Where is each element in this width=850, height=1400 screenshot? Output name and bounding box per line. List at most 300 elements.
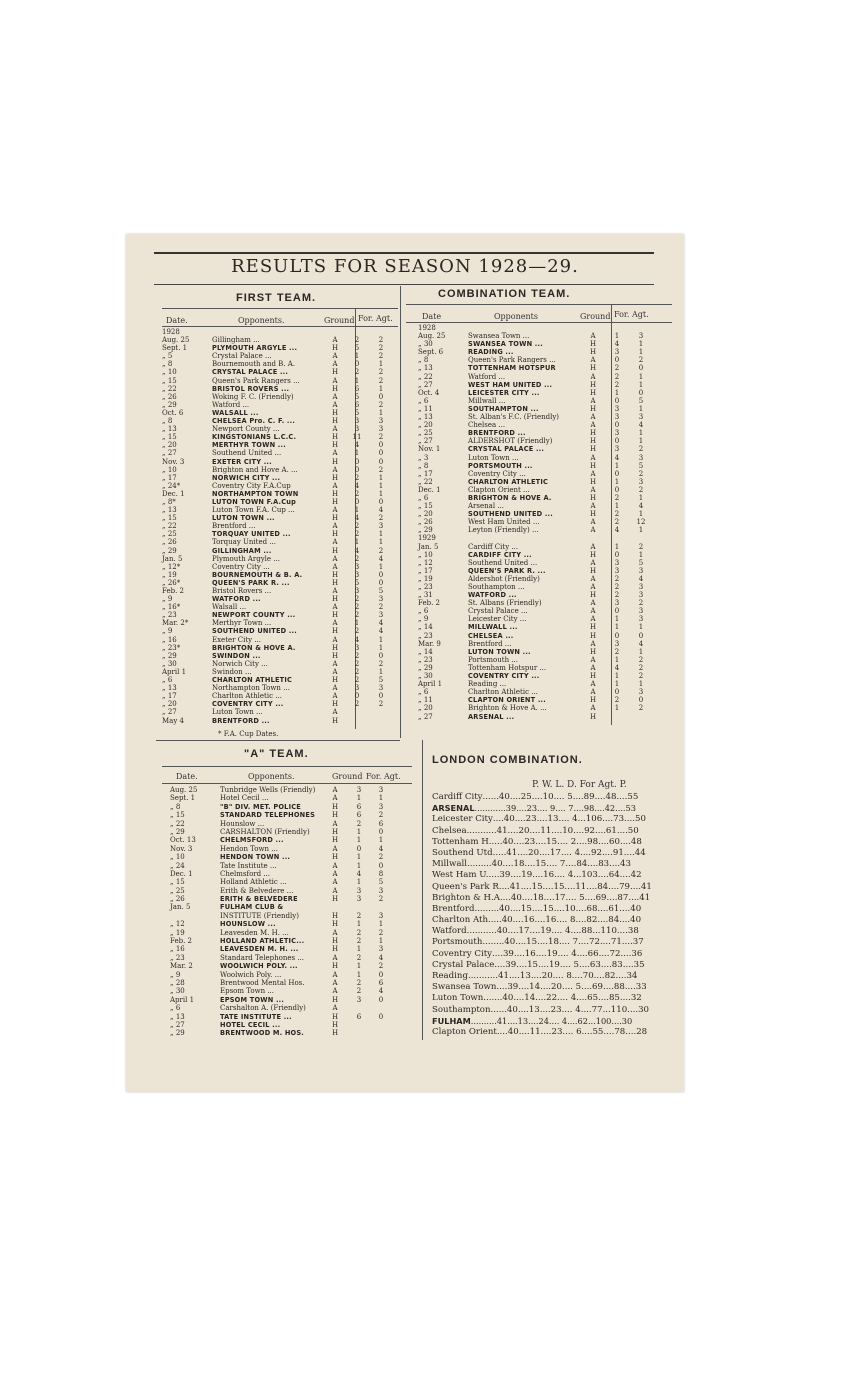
result-ground: H — [331, 651, 339, 660]
result-date: „ 26 — [162, 392, 177, 401]
result-date: Nov. 1 — [418, 445, 441, 454]
result-row — [162, 401, 398, 409]
result-ground: H — [331, 937, 339, 946]
result-opponent: Epsom Town ... — [220, 987, 275, 996]
result-for: 2 — [354, 627, 360, 636]
result-for: 3 — [356, 895, 362, 904]
result-for: 3 — [614, 404, 620, 413]
result-against: 4 — [378, 619, 384, 628]
result-ground: A — [332, 692, 338, 701]
result-row — [162, 555, 398, 563]
result-for: 4 — [354, 514, 360, 523]
result-for: 3 — [356, 995, 362, 1004]
result-opponent: SOUTHEND UNITED ... — [212, 627, 297, 636]
result-opponent: Queen's Park Rangers ... — [468, 356, 556, 365]
standings-club: Cardiff City — [432, 792, 483, 802]
result-row — [170, 828, 416, 836]
result-ground: H — [331, 595, 339, 604]
result-for: 2 — [614, 518, 620, 527]
result-date: „ 26 — [162, 538, 177, 547]
combination-team-results — [418, 324, 672, 721]
result-for: 0 — [614, 550, 620, 559]
a-team-top-rule — [156, 740, 400, 741]
result-opponent: Southampton ... — [468, 583, 525, 591]
result-ground: A — [332, 819, 338, 828]
result-ground: A — [332, 978, 338, 987]
result-ground: A — [590, 396, 596, 405]
standings-figures: ....40....23....13.... 4...106....73....50 — [492, 814, 646, 825]
result-for: 2 — [614, 380, 620, 389]
result-date: Jan. 5 — [418, 542, 439, 551]
result-for: 1 — [614, 542, 620, 551]
result-row — [162, 474, 398, 482]
result-against: 2 — [638, 445, 644, 454]
result-for: 2 — [354, 700, 360, 709]
standings-figures: .......40....14....22.... 4....65....85....32 — [483, 993, 642, 1004]
result-opponent: CARDIFF CITY ... — [468, 550, 532, 559]
result-for: 0 — [354, 457, 360, 466]
result-row — [170, 996, 416, 1004]
result-date: „ 20 — [418, 704, 433, 713]
standings-row — [432, 949, 676, 960]
a-team-col-for-agt: For. Agt. — [366, 772, 401, 781]
standings-club: Leicester City — [432, 814, 493, 825]
result-ground: A — [590, 469, 596, 478]
result-opponent: Clapton Orient ... — [468, 485, 530, 494]
result-for: 1 — [354, 352, 360, 361]
result-for: 1 — [614, 477, 620, 486]
result-ground: A — [332, 506, 338, 515]
result-opponent: SWINDON ... — [212, 651, 261, 660]
result-against: 12 — [636, 518, 646, 527]
result-date: Nov. 3 — [170, 844, 193, 853]
result-opponent: St. Alban's F.C. (Friendly) — [468, 413, 560, 422]
result-ground: A — [590, 599, 596, 608]
result-row — [418, 445, 672, 453]
result-row — [162, 425, 398, 433]
result-date: „ 23* — [162, 643, 181, 652]
result-date: Dec. 1 — [170, 869, 193, 878]
result-against: 2 — [638, 485, 644, 494]
result-against: 0 — [638, 364, 644, 373]
result-against: 3 — [638, 583, 644, 591]
result-opponent: WATFORD ... — [212, 595, 261, 604]
standings-club: FULHAM — [432, 1015, 471, 1026]
result-for: 6 — [354, 400, 360, 409]
standings-club: Charlton Ath. — [432, 915, 491, 926]
result-ground: H — [589, 647, 597, 656]
result-date: „ 29 — [162, 651, 177, 660]
standings-row — [432, 792, 676, 803]
result-date: Jan. 5 — [162, 554, 183, 563]
result-date: „ 25 — [170, 886, 185, 895]
result-date: „ 22 — [162, 384, 177, 393]
result-opponent: ALDERSHOT (Friendly) — [468, 437, 553, 446]
result-ground: H — [331, 1020, 339, 1029]
first-team-col-for-agt: For. Agt. — [358, 314, 393, 323]
combination-col-opponents: Opponents — [494, 312, 538, 321]
result-opponent: Arsenal ... — [468, 502, 504, 511]
result-row — [162, 328, 398, 336]
result-row — [162, 660, 398, 668]
result-opponent: CRYSTAL PALACE ... — [212, 368, 289, 377]
result-row — [170, 870, 416, 878]
result-for: 2 — [354, 611, 360, 620]
result-opponent: Luton Town ... — [468, 453, 519, 462]
result-row — [162, 563, 398, 571]
result-for: 3 — [356, 886, 362, 895]
standings-figures: ..........41....13....24.... 4....62...100....30 — [470, 1015, 633, 1026]
result-row — [170, 954, 416, 962]
result-ground: H — [331, 853, 339, 862]
result-for: 2 — [356, 928, 362, 937]
result-for: 1 — [354, 619, 360, 628]
result-for: 2 — [354, 676, 360, 685]
result-against: 4 — [378, 953, 384, 962]
result-ground: H — [589, 493, 597, 502]
result-for: 2 — [354, 659, 360, 668]
result-against: 1 — [638, 372, 644, 381]
result-date: „ 23 — [162, 611, 177, 620]
result-against: 1 — [378, 937, 384, 946]
result-opponent: Leicester City ... — [468, 615, 527, 624]
result-ground: H — [589, 461, 597, 470]
result-ground: A — [590, 526, 596, 535]
result-ground: H — [589, 445, 597, 454]
result-against: 4 — [638, 502, 644, 511]
result-ground: H — [589, 631, 597, 640]
result-for: 2 — [614, 510, 620, 519]
result-for: 1 — [356, 836, 362, 845]
combination-sub-rule — [406, 322, 672, 323]
result-ground: A — [332, 684, 338, 693]
result-ground: H — [589, 348, 597, 357]
result-row — [162, 668, 398, 676]
result-against: 0 — [378, 449, 384, 458]
result-ground: H — [589, 364, 597, 373]
result-row — [418, 559, 672, 567]
result-date: Feb. 2 — [170, 937, 193, 946]
result-for: 5 — [354, 408, 360, 417]
result-row — [162, 344, 398, 352]
result-ground: A — [332, 400, 338, 409]
standings-row — [432, 971, 676, 982]
standings-row — [432, 960, 676, 971]
standings-figures: .........40....18....15.... 7....84....83....43 — [467, 859, 631, 870]
result-row — [418, 696, 672, 704]
standings-figures: ...40....18....17.... 5....69....87....41 — [502, 892, 651, 903]
standings-figures: ....41....20....17.... 4....92....91....44 — [495, 847, 646, 858]
result-for: 0 — [614, 396, 620, 405]
result-row — [418, 405, 672, 413]
standings-row — [432, 870, 676, 881]
result-row — [170, 794, 416, 802]
result-against: 2 — [638, 356, 644, 365]
result-for: 4 — [354, 481, 360, 490]
result-opponent: CHARLTON ATHLETIC — [468, 477, 549, 486]
result-opponent: Erith & Belvedere ... — [220, 886, 294, 895]
result-ground: A — [332, 635, 338, 644]
result-opponent: Charlton Athletic ... — [212, 692, 282, 701]
result-ground: A — [332, 667, 338, 676]
result-for: 1 — [614, 332, 620, 341]
result-ground: H — [331, 1012, 339, 1021]
result-against: 2 — [378, 336, 384, 345]
result-ground: H — [331, 920, 339, 929]
result-row — [418, 454, 672, 462]
result-against: 5 — [638, 558, 644, 567]
first-team-col-date: Date. — [166, 316, 188, 325]
result-date: „ 12 — [418, 558, 433, 567]
result-date: „ 15 — [170, 811, 185, 820]
result-opponent: SOUTHAMPTON ... — [468, 404, 539, 413]
result-date: „ 6 — [418, 607, 429, 616]
result-date: „ 22 — [170, 819, 185, 828]
result-for: 1 — [614, 680, 620, 689]
result-opponent: TATE INSTITUTE ... — [220, 1012, 292, 1021]
standings-row — [432, 926, 676, 937]
result-row — [162, 522, 398, 530]
result-for: 0 — [354, 497, 360, 506]
result-date: Mar. 2 — [170, 962, 193, 971]
result-date: „ 14 — [418, 647, 433, 656]
result-against: 1 — [638, 437, 644, 446]
result-row — [162, 571, 398, 579]
result-against: 0 — [378, 970, 384, 979]
result-row — [418, 373, 672, 381]
result-date: „ 19 — [170, 928, 185, 937]
result-date: Mar. 9 — [418, 639, 441, 648]
standings-club: Coventry City — [432, 948, 493, 959]
result-row — [162, 409, 398, 417]
result-ground: H — [331, 457, 339, 466]
result-against: 2 — [378, 368, 384, 377]
result-date: „ 22 — [418, 372, 433, 381]
result-row — [418, 332, 672, 340]
result-date: „ 14 — [418, 623, 433, 632]
result-ground: H — [589, 672, 597, 681]
result-against: 0 — [378, 457, 384, 466]
standings-row — [432, 937, 676, 948]
result-ground: A — [332, 360, 338, 369]
result-opponent: ARSENAL ... — [468, 712, 515, 721]
result-ground: H — [589, 388, 597, 397]
result-for: 6 — [356, 1012, 362, 1021]
result-against: 1 — [638, 526, 644, 535]
result-for: 2 — [356, 978, 362, 987]
result-opponent: Bournemouth and B. A. — [212, 360, 296, 369]
result-against: 1 — [378, 408, 384, 417]
result-for: 1 — [356, 878, 362, 887]
result-for: 1 — [614, 655, 620, 664]
result-opponent: LUTON TOWN ... — [468, 647, 531, 656]
result-row — [170, 895, 416, 903]
result-for: 2 — [356, 819, 362, 828]
result-ground: A — [590, 518, 596, 527]
result-against: 0 — [378, 578, 384, 587]
result-for: 2 — [354, 336, 360, 345]
result-date: „ 30 — [418, 340, 433, 349]
result-ground: H — [331, 441, 339, 450]
result-against: 4 — [638, 574, 644, 583]
result-ground: H — [589, 429, 597, 438]
result-date: April 1 — [170, 995, 195, 1004]
result-for: 2 — [614, 493, 620, 502]
result-against: 1 — [638, 404, 644, 413]
result-ground: A — [332, 844, 338, 853]
result-row — [162, 393, 398, 401]
result-opponent: COVENTRY CITY ... — [468, 672, 540, 681]
result-date: 1928 — [418, 324, 436, 332]
standings-row — [432, 814, 676, 825]
a-team-right-rule — [422, 740, 423, 1040]
result-against: 1 — [638, 680, 644, 689]
result-row — [170, 971, 416, 979]
result-ground: A — [332, 392, 338, 401]
result-row — [170, 1029, 416, 1037]
result-for: 4 — [354, 546, 360, 555]
result-date: Jan. 5 — [170, 903, 191, 912]
result-row — [170, 903, 416, 911]
result-date: „ 13 — [170, 1012, 185, 1021]
result-date: „ 17 — [162, 692, 177, 701]
result-ground: H — [589, 623, 597, 632]
standings-figures: ......40....25....10.... 5....89....48....55 — [482, 792, 639, 802]
result-opponent: BRIGHTON & HOVE A. — [212, 643, 296, 652]
result-row — [162, 514, 398, 522]
result-date: „ 25 — [418, 429, 433, 438]
result-row — [170, 820, 416, 828]
result-date: „ 13 — [162, 506, 177, 515]
result-for: 2 — [354, 489, 360, 498]
result-date: Dec. 1 — [418, 485, 441, 494]
result-date: „ 28 — [170, 978, 185, 987]
a-team-col-ground: Ground — [332, 772, 363, 781]
result-opponent: NORTHAMPTON TOWN — [212, 489, 299, 498]
result-opponent: CLAPTON ORIENT ... — [468, 696, 546, 705]
result-row — [418, 364, 672, 372]
result-opponent: St. Albans (Friendly) — [468, 599, 542, 608]
result-for: 5 — [354, 578, 360, 587]
result-date: „ 16 — [170, 945, 185, 954]
result-row — [162, 449, 398, 457]
combination-team-heading: COMBINATION TEAM. — [438, 288, 571, 300]
standings-row — [432, 915, 676, 926]
result-against: 1 — [378, 360, 384, 369]
result-row — [418, 567, 672, 575]
result-ground: H — [589, 340, 597, 349]
result-for: 2 — [614, 574, 620, 583]
result-row — [170, 786, 416, 794]
result-for: 6 — [354, 384, 360, 393]
result-opponent: CHELMSFORD ... — [220, 836, 284, 845]
result-ground: A — [332, 465, 338, 474]
result-for: 3 — [614, 558, 620, 567]
result-against: 3 — [638, 332, 644, 341]
result-against: 2 — [638, 542, 644, 551]
result-opponent: LEAVESDEN M. H. ... — [220, 945, 299, 954]
result-against: 5 — [378, 878, 384, 887]
result-against: 2 — [378, 700, 384, 709]
result-for: 3 — [354, 425, 360, 434]
result-against: 1 — [638, 429, 644, 438]
standings-row — [432, 904, 676, 915]
result-opponent: NEWPORT COUNTY ... — [212, 611, 296, 620]
result-for: 0 — [614, 485, 620, 494]
result-opponent: Exeter City ... — [212, 635, 261, 644]
result-opponent: Coventry City F.A.Cup — [212, 481, 291, 490]
result-date: „ 20 — [162, 700, 177, 709]
result-ground: A — [332, 987, 338, 996]
result-against: 3 — [638, 591, 644, 600]
result-opponent: Southend United ... — [212, 449, 282, 458]
result-ground: H — [331, 417, 339, 426]
result-row — [418, 413, 672, 421]
result-date: „ 13 — [162, 684, 177, 693]
standings-club: Crystal Palace — [432, 959, 495, 970]
result-row — [170, 979, 416, 987]
result-date: Nov. 3 — [162, 457, 185, 466]
result-opponent: Walsall ... — [212, 603, 247, 612]
result-ground: H — [331, 1029, 339, 1038]
result-for: 1 — [614, 461, 620, 470]
result-for: 6 — [356, 811, 362, 820]
result-row — [418, 575, 672, 583]
result-against: 3 — [638, 615, 644, 624]
result-date: „ 27 — [418, 712, 433, 721]
result-date: „ 17 — [418, 566, 433, 575]
result-opponent: LUTON TOWN ... — [212, 514, 275, 523]
result-for: 1 — [356, 962, 362, 971]
result-ground: H — [331, 911, 339, 920]
result-row — [170, 945, 416, 953]
result-ground: H — [331, 408, 339, 417]
result-against: 1 — [378, 473, 384, 482]
result-ground: H — [331, 811, 339, 820]
result-row — [418, 389, 672, 397]
result-opponent: HOUNSLOW ... — [220, 920, 276, 929]
result-opponent: Queen's Park Rangers ... — [212, 376, 300, 385]
result-date: „ 29 — [418, 526, 433, 535]
result-ground: A — [590, 655, 596, 664]
result-opponent: Brighton and Hove A. ... — [212, 465, 298, 474]
result-ground: H — [331, 962, 339, 971]
standings-row — [432, 1016, 676, 1027]
standings-row — [432, 803, 676, 814]
result-for: 3 — [614, 445, 620, 454]
result-ground: A — [590, 704, 596, 713]
standings-row — [432, 1005, 676, 1016]
standings-figures: ....40....11....23.... 6....55....78....28 — [496, 1026, 648, 1037]
result-opponent: Northampton Town ... — [212, 684, 290, 693]
result-opponent: BRIGHTON & HOVE A. — [468, 493, 552, 502]
result-row — [418, 599, 672, 607]
result-opponent: STANDARD TELEPHONES — [220, 811, 316, 820]
result-ground: H — [331, 802, 339, 811]
standings-figures: ......40....13....23.... 4....77...110....30 — [490, 1004, 650, 1015]
result-row — [162, 627, 398, 635]
result-for: 2 — [354, 554, 360, 563]
result-ground: A — [332, 603, 338, 612]
result-for: 2 — [354, 368, 360, 377]
result-row — [162, 717, 398, 725]
result-opponent: BOURNEMOUTH & B. A. — [212, 570, 303, 579]
result-opponent: HENDON TOWN ... — [220, 853, 291, 862]
result-opponent: Standard Telephones ... — [220, 953, 304, 962]
results-sheet — [126, 234, 684, 1092]
result-ground: H — [331, 627, 339, 636]
london-combination-header: P. W. L. D. For Agt. P. — [532, 780, 627, 790]
